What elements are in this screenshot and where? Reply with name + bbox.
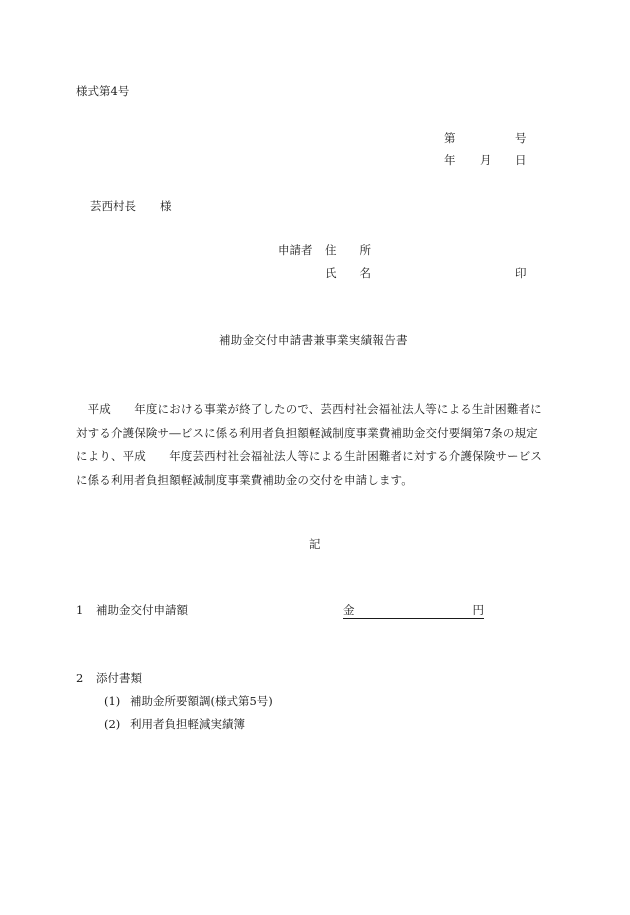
amount-field [343,603,484,619]
address-label: 住 所 [325,243,371,257]
date-year: 年 [444,153,456,167]
ki-heading: 記 [309,537,321,551]
body-line: 平成 年度における事業が終了したので、芸西村社会福祉法人等による生計困難者に [76,402,542,416]
body-line: に係る利用者負担額軽減制度事業費補助金の交付を申請します。 [76,472,413,487]
item1-label: 補助金交付申請額 [96,603,188,617]
date-month: 月 [480,153,492,167]
body-line: 対する介護保険サ―ビスに係る利用者負担額軽減制度事業費補助金交付要綱第7条の規定 [76,425,538,440]
doc-number-prefix: 第 [444,131,456,145]
attachment-number: (1) [104,694,121,708]
name-label: 氏 名 [325,266,371,280]
item1-number: 1 [76,603,84,617]
attachment-label: 利用者負担軽減実績簿 [130,717,245,731]
addressee-name: 芸西村長 [90,199,136,213]
body-paragraph [76,398,554,492]
item2-label: 添付書類 [96,671,142,685]
attachment-number: (2) [104,717,121,731]
amount-suffix: 円 [472,603,484,617]
attachment-label: 補助金所要額調(様式第5号) [130,694,273,708]
doc-number-suffix: 号 [515,131,527,145]
form-number: 様式第4号 [76,84,130,98]
applicant-label: 申請者 [278,243,313,257]
item2-number: 2 [76,671,84,685]
seal-mark: 印 [515,266,527,280]
body-line: により、平成 年度芸西村社会福祉法人等による生計困難者に対する介護保険サービス [76,449,542,463]
addressee-honorific: 様 [160,199,172,213]
amount-prefix: 金 [343,603,355,617]
date-day: 日 [515,153,527,167]
document-title: 補助金交付申請書兼事業実績報告書 [219,333,408,347]
